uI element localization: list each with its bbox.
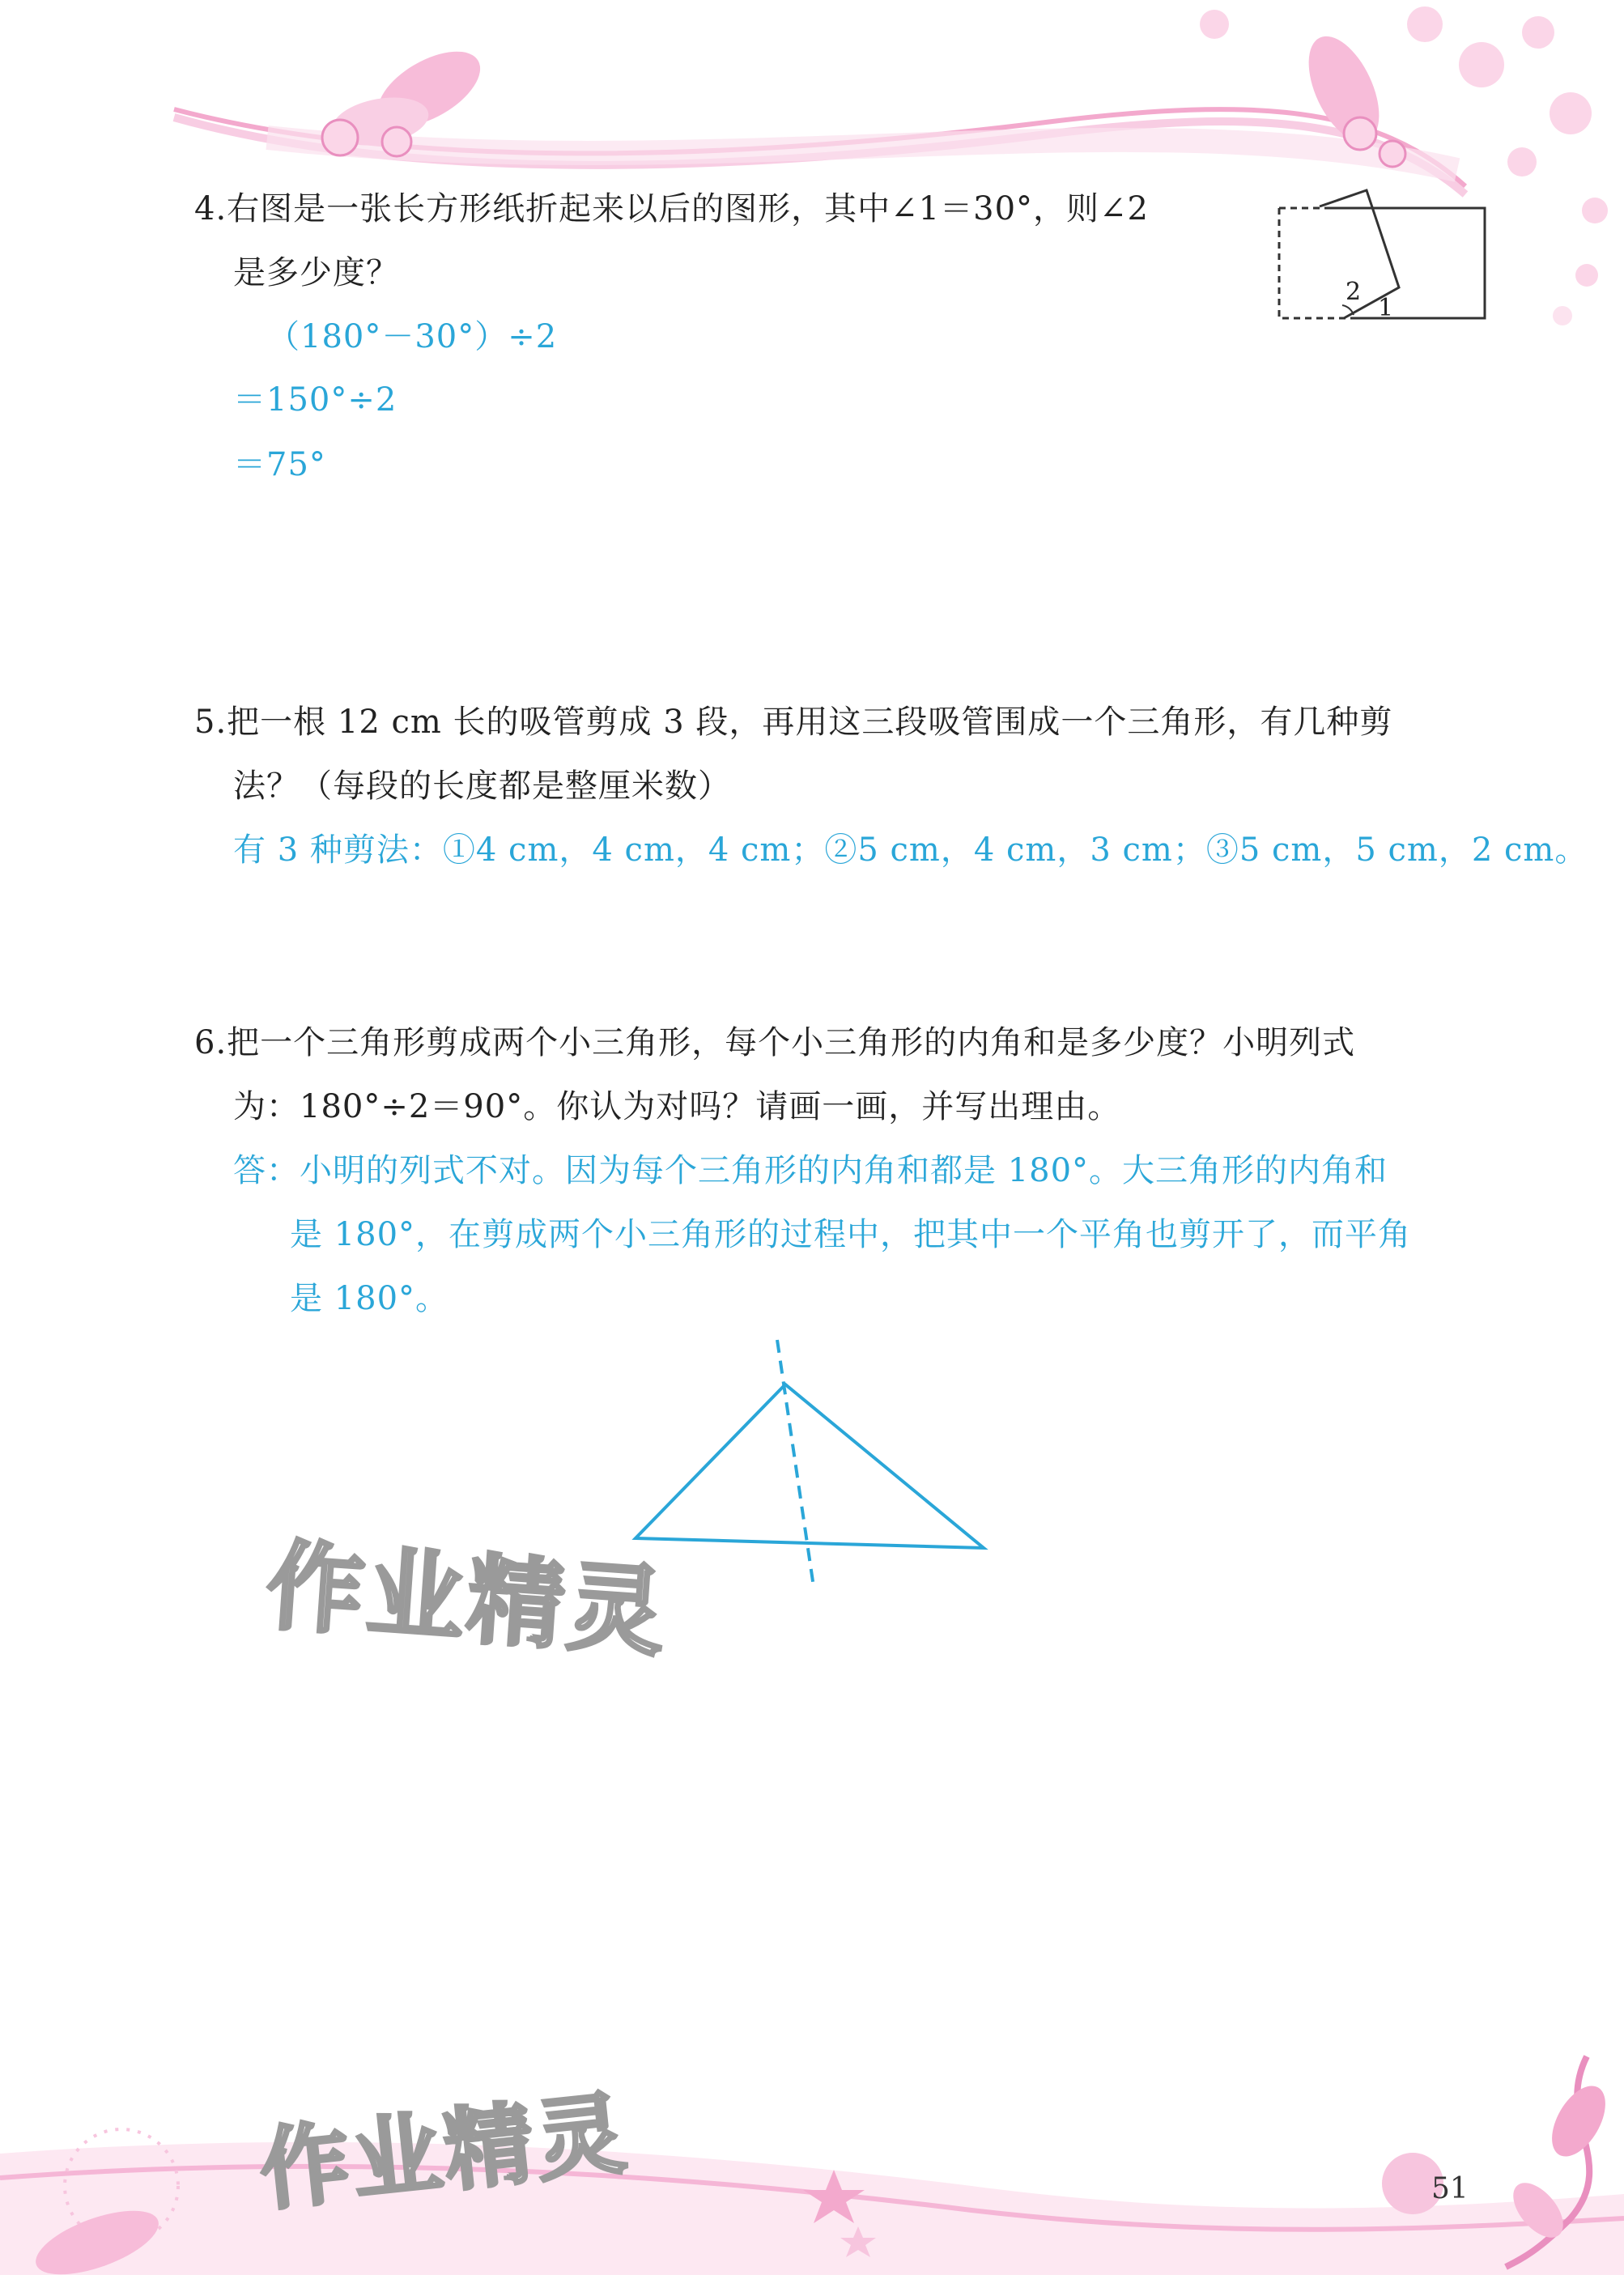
question-4-answer-line-2: ＝150°÷2 <box>233 381 397 419</box>
question-4-answer-line-3: ＝75° <box>233 446 326 483</box>
question-6-line-1: 6.把一个三角形剪成两个小三角形，每个小三角形的内角和是多少度？小明列式 <box>194 1024 1356 1061</box>
question-6-answer-line-3: 是 180°。 <box>290 1280 449 1317</box>
question-5-answer: 有 3 种剪法：①4 cm，4 cm，4 cm；②5 cm，4 cm，3 cm；③5 cm，5 cm，2 cm。 <box>233 831 1588 869</box>
question-4-line-1: 4.右图是一张长方形纸折起来以后的图形，其中∠1＝30°，则∠2 <box>194 190 1149 228</box>
question-6-answer-line-2: 是 180°，在剪成两个小三角形的过程中，把其中一个平角也剪开了，而平角 <box>290 1216 1412 1253</box>
question-4-line-2: 是多少度？ <box>233 254 399 291</box>
cut-triangle-drawing <box>623 1328 1004 1595</box>
question-6-answer-line-1: 答：小明的列式不对。因为每个三角形的内角和都是 180°。大三角形的内角和 <box>233 1152 1388 1189</box>
watermark-middle: 作业精灵 <box>263 1529 672 1671</box>
angle-1-label: 1 <box>1378 294 1394 322</box>
question-5-line-2: 法？（每段的长度都是整厘米数） <box>233 768 731 805</box>
question-5-line-1: 5.把一根 12 cm 长的吸管剪成 3 段，再用这三段吸管围成一个三角形，有几种剪 <box>194 704 1393 741</box>
question-6-line-2: 为：180°÷2＝90°。你认为对吗？请画一画，并写出理由。 <box>233 1088 1121 1125</box>
footer-floral-decoration <box>0 2024 1624 2275</box>
question-4-answer-line-1: （180°－30°）÷2 <box>267 318 558 355</box>
angle-2-label: 2 <box>1346 278 1362 306</box>
watermark-footer: 作业精灵 <box>255 2081 634 2223</box>
folded-rectangle-figure <box>1271 182 1490 324</box>
page-number: 51 <box>1431 2172 1469 2205</box>
